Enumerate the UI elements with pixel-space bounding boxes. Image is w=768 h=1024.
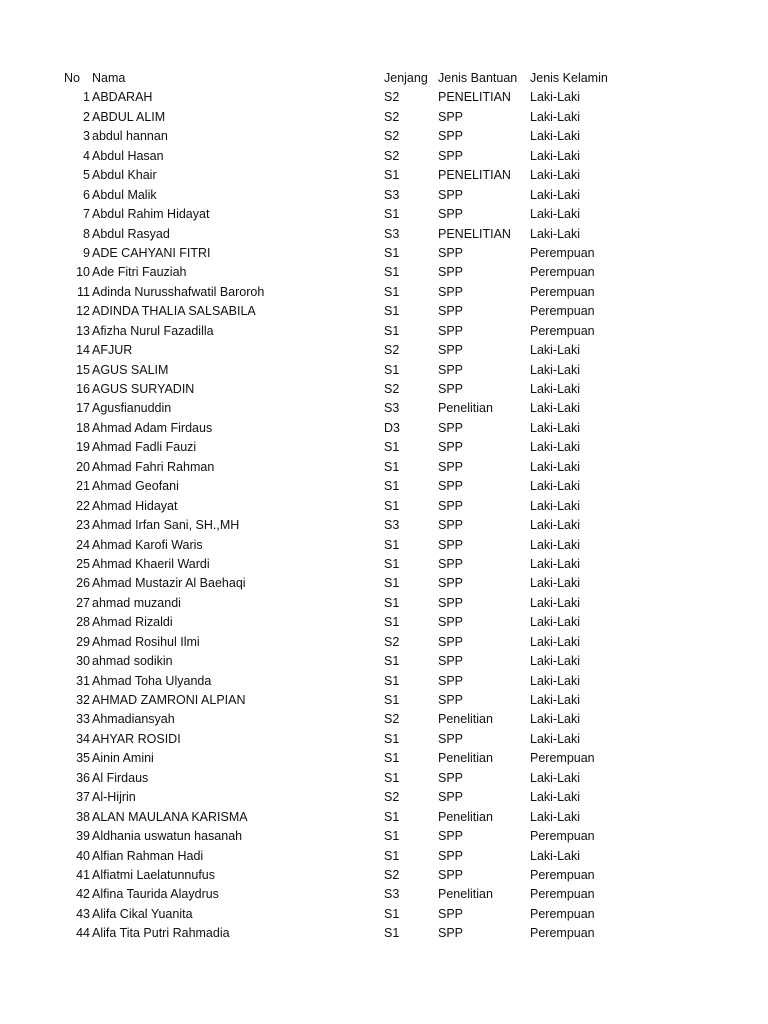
row-jenjang: D3 <box>384 420 400 435</box>
row-jenjang: S1 <box>384 576 400 591</box>
table-row <box>0 322 768 341</box>
row-jenis-bantuan: SPP <box>438 829 464 844</box>
row-jenis-bantuan: SPP <box>438 265 464 280</box>
row-no: 6 <box>83 187 90 202</box>
row-jenjang: S2 <box>384 109 400 124</box>
table-row <box>0 283 768 302</box>
row-jenjang: S3 <box>384 226 400 241</box>
row-jenis-kelamin: Laki-Laki <box>530 790 581 805</box>
row-jenis-kelamin: Laki-Laki <box>530 576 581 591</box>
row-jenis-kelamin: Laki-Laki <box>530 226 581 241</box>
row-jenis-bantuan: SPP <box>438 420 464 435</box>
row-jenis-bantuan: SPP <box>438 537 464 552</box>
row-jenis-kelamin: Laki-Laki <box>530 498 581 513</box>
row-no: 26 <box>76 576 90 591</box>
row-no: 29 <box>76 634 90 649</box>
row-no: 18 <box>76 420 90 435</box>
row-jenjang: S1 <box>384 168 400 183</box>
row-jenis-kelamin: Laki-Laki <box>530 848 581 863</box>
table-row <box>0 691 768 710</box>
row-jenis-bantuan: SPP <box>438 673 464 688</box>
data-table <box>0 69 768 944</box>
row-no: 8 <box>83 226 90 241</box>
table-row <box>0 205 768 224</box>
row-nama: ADINDA THALIA SALSABILA <box>92 304 256 319</box>
table-row <box>0 166 768 185</box>
row-nama: Ahmad Hidayat <box>92 498 178 513</box>
row-jenis-bantuan: SPP <box>438 284 464 299</box>
row-jenis-bantuan: SPP <box>438 187 464 202</box>
row-jenjang: S1 <box>384 207 400 222</box>
row-no: 28 <box>76 615 90 630</box>
row-jenis-bantuan: SPP <box>438 343 464 358</box>
row-no: 7 <box>83 207 90 222</box>
row-jenis-bantuan: SPP <box>438 479 464 494</box>
row-jenis-kelamin: Laki-Laki <box>530 634 581 649</box>
row-nama: Abdul Malik <box>92 187 157 202</box>
row-jenjang: S2 <box>384 129 400 144</box>
table-row <box>0 710 768 729</box>
row-jenjang: S1 <box>384 362 400 377</box>
row-no: 39 <box>76 829 90 844</box>
row-jenjang: S1 <box>384 245 400 260</box>
row-jenjang: S1 <box>384 926 400 941</box>
row-nama: Ahmad Fahri Rahman <box>92 459 215 474</box>
row-nama: AFJUR <box>92 343 133 358</box>
row-jenjang: S2 <box>384 867 400 882</box>
row-jenis-bantuan: SPP <box>438 770 464 785</box>
row-jenis-bantuan: SPP <box>438 848 464 863</box>
row-no: 36 <box>76 770 90 785</box>
row-jenis-kelamin: Perempuan <box>530 867 595 882</box>
row-nama: Ahmad Khaeril Wardi <box>92 556 210 571</box>
row-nama: Ahmad Fadli Fauzi <box>92 440 197 455</box>
row-nama: Aldhania uswatun hasanah <box>92 829 243 844</box>
table-row <box>0 827 768 846</box>
row-jenjang: S1 <box>384 809 400 824</box>
table-row <box>0 788 768 807</box>
row-no: 21 <box>76 479 90 494</box>
row-jenis-bantuan: SPP <box>438 129 464 144</box>
row-nama: Abdul Khair <box>92 168 157 183</box>
row-jenjang: S2 <box>384 90 400 105</box>
row-no: 5 <box>83 168 90 183</box>
row-jenis-bantuan: SPP <box>438 518 464 533</box>
row-jenis-bantuan: PENELITIAN <box>438 90 511 105</box>
row-jenis-bantuan: SPP <box>438 304 464 319</box>
row-nama: Abdul Hasan <box>92 148 164 163</box>
row-no: 24 <box>76 537 90 552</box>
row-jenis-bantuan: SPP <box>438 440 464 455</box>
row-jenjang: S1 <box>384 654 400 669</box>
row-jenis-bantuan: SPP <box>438 926 464 941</box>
row-jenis-bantuan: SPP <box>438 459 464 474</box>
table-row <box>0 769 768 788</box>
row-jenjang: S2 <box>384 148 400 163</box>
row-nama: Al-Hijrin <box>92 790 136 805</box>
row-no: 38 <box>76 809 90 824</box>
row-jenjang: S2 <box>384 790 400 805</box>
row-nama: Ahmadiansyah <box>92 712 175 727</box>
table-row <box>0 594 768 613</box>
row-jenis-kelamin: Perempuan <box>530 323 595 338</box>
row-jenis-kelamin: Laki-Laki <box>530 382 581 396</box>
row-jenis-bantuan: SPP <box>438 498 464 513</box>
row-jenis-bantuan: SPP <box>438 245 464 260</box>
row-no: 4 <box>83 148 90 163</box>
row-jenis-kelamin: Laki-Laki <box>530 343 581 358</box>
row-jenjang: S1 <box>384 323 400 338</box>
row-nama: Afizha Nurul Fazadilla <box>92 323 214 338</box>
row-nama: Ahmad Karofi Waris <box>92 537 203 552</box>
row-jenis-bantuan: SPP <box>438 595 464 610</box>
row-jenjang: S1 <box>384 304 400 319</box>
row-nama: Ahmad Irfan Sani, SH.,MH <box>92 518 240 533</box>
row-jenis-kelamin: Laki-Laki <box>530 459 581 474</box>
row-jenis-kelamin: Laki-Laki <box>530 362 581 377</box>
table-row <box>0 808 768 827</box>
row-jenis-kelamin: Laki-Laki <box>530 207 581 222</box>
row-jenis-bantuan: SPP <box>438 556 464 571</box>
row-jenjang: S1 <box>384 284 400 299</box>
row-no: 2 <box>83 109 90 124</box>
row-jenjang: S1 <box>384 731 400 746</box>
row-nama: Agusfianuddin <box>92 401 172 416</box>
row-nama: Adinda Nurusshafwatil Baroroh <box>92 284 265 299</box>
header-jenjang: Jenjang <box>384 71 428 85</box>
row-no: 11 <box>77 284 90 299</box>
table-row <box>0 438 768 457</box>
row-jenis-kelamin: Laki-Laki <box>530 148 581 163</box>
row-jenjang: S1 <box>384 770 400 785</box>
table-row <box>0 477 768 496</box>
row-jenis-bantuan: SPP <box>438 207 464 222</box>
row-nama: Alfina Taurida Alaydrus <box>92 887 219 902</box>
header-no: No <box>64 71 80 85</box>
row-jenis-kelamin: Laki-Laki <box>530 440 581 455</box>
table-row <box>0 186 768 205</box>
row-jenis-kelamin: Perempuan <box>530 829 595 844</box>
row-jenis-kelamin: Laki-Laki <box>530 420 581 435</box>
row-jenjang: S2 <box>384 634 400 649</box>
table-row <box>0 730 768 749</box>
row-no: 19 <box>76 440 90 455</box>
table-row <box>0 458 768 477</box>
table-row <box>0 263 768 282</box>
row-jenis-kelamin: Laki-Laki <box>530 518 581 533</box>
row-jenjang: S3 <box>384 518 400 533</box>
row-no: 30 <box>76 654 90 669</box>
table-row <box>0 399 768 418</box>
row-jenis-kelamin: Laki-Laki <box>530 90 581 105</box>
row-jenis-bantuan: SPP <box>438 576 464 591</box>
table-row <box>0 652 768 671</box>
row-jenjang: S1 <box>384 440 400 455</box>
row-jenjang: S1 <box>384 479 400 494</box>
row-nama: Ahmad Rosihul Ilmi <box>92 634 200 649</box>
row-jenjang: S1 <box>384 265 400 280</box>
row-jenis-kelamin: Perempuan <box>530 926 595 941</box>
table-row <box>0 108 768 127</box>
row-jenis-bantuan: SPP <box>438 382 464 396</box>
table-body <box>0 88 768 943</box>
row-jenjang: S1 <box>384 556 400 571</box>
row-jenjang: S3 <box>384 887 400 902</box>
row-no: 33 <box>76 712 90 727</box>
row-no: 14 <box>76 343 90 358</box>
row-jenis-bantuan: PENELITIAN <box>438 226 511 241</box>
row-jenjang: S1 <box>384 459 400 474</box>
row-jenis-bantuan: PENELITIAN <box>438 168 511 183</box>
row-jenis-kelamin: Laki-Laki <box>530 654 581 669</box>
row-nama: Abdul Rasyad <box>92 226 170 241</box>
table-row <box>0 672 768 691</box>
row-jenis-kelamin: Perempuan <box>530 751 595 766</box>
row-jenis-bantuan: SPP <box>438 654 464 669</box>
table-row <box>0 361 768 380</box>
table-row <box>0 536 768 555</box>
row-jenis-bantuan: SPP <box>438 148 464 163</box>
row-jenis-kelamin: Laki-Laki <box>530 770 581 785</box>
row-no: 37 <box>76 790 90 805</box>
row-jenis-bantuan: SPP <box>438 323 464 338</box>
row-no: 44 <box>76 926 90 941</box>
table-row <box>0 633 768 652</box>
row-jenis-kelamin: Laki-Laki <box>530 168 581 183</box>
row-no: 9 <box>83 245 90 260</box>
row-jenis-kelamin: Laki-Laki <box>530 479 581 494</box>
row-no: 27 <box>76 595 90 610</box>
table-row <box>0 749 768 768</box>
row-nama: Ahmad Mustazir Al Baehaqi <box>92 576 246 591</box>
table-row <box>0 613 768 632</box>
row-jenjang: S2 <box>384 343 400 358</box>
row-jenis-kelamin: Laki-Laki <box>530 809 581 824</box>
row-nama: Abdul Rahim Hidayat <box>92 207 210 222</box>
row-no: 42 <box>76 887 90 902</box>
row-jenis-kelamin: Laki-Laki <box>530 693 581 707</box>
row-jenjang: S1 <box>384 673 400 688</box>
row-no: 34 <box>76 731 90 746</box>
row-no: 16 <box>76 382 90 396</box>
row-jenjang: S1 <box>384 829 400 844</box>
row-nama: Alfian Rahman Hadi <box>92 848 204 863</box>
table-row <box>0 147 768 166</box>
row-nama: AHMAD ZAMRONI ALPIAN <box>92 693 246 707</box>
row-nama: Ahmad Rizaldi <box>92 615 173 630</box>
row-nama: AHYAR ROSIDI <box>92 731 181 746</box>
header-jenis-bantuan: Jenis Bantuan <box>438 71 518 85</box>
row-jenjang: S1 <box>384 595 400 610</box>
row-jenis-bantuan: Penelitian <box>438 712 493 727</box>
row-jenjang: S2 <box>384 382 400 396</box>
row-no: 31 <box>76 673 90 688</box>
row-nama: ABDARAH <box>92 90 153 105</box>
table-row <box>0 380 768 399</box>
row-jenis-kelamin: Perempuan <box>530 245 595 260</box>
row-jenjang: S2 <box>384 712 400 727</box>
row-no: 40 <box>76 848 90 863</box>
row-no: 12 <box>76 304 90 319</box>
row-jenis-kelamin: Laki-Laki <box>530 129 581 144</box>
row-jenis-bantuan: SPP <box>438 731 464 746</box>
table-row <box>0 225 768 244</box>
row-jenis-kelamin: Laki-Laki <box>530 731 581 746</box>
row-nama: ABDUL ALIM <box>92 109 166 124</box>
row-jenjang: S3 <box>384 401 400 416</box>
row-no: 41 <box>76 867 90 882</box>
table-row <box>0 516 768 535</box>
row-nama: Ahmad Geofani <box>92 479 179 494</box>
header-nama: Nama <box>92 71 126 85</box>
row-jenis-kelamin: Laki-Laki <box>530 109 581 124</box>
row-nama: Alifa Tita Putri Rahmadia <box>92 926 230 941</box>
table-row <box>0 302 768 321</box>
table-row <box>0 497 768 516</box>
row-jenis-bantuan: Penelitian <box>438 887 493 902</box>
row-jenis-bantuan: SPP <box>438 790 464 805</box>
table-row <box>0 866 768 885</box>
row-nama: ALAN MAULANA KARISMA <box>92 809 248 824</box>
row-no: 22 <box>76 498 90 513</box>
row-jenis-bantuan: SPP <box>438 867 464 882</box>
row-no: 10 <box>76 265 90 280</box>
row-jenis-kelamin: Laki-Laki <box>530 537 581 552</box>
row-jenis-kelamin: Laki-Laki <box>530 673 581 688</box>
row-no: 1 <box>83 90 90 105</box>
row-jenis-bantuan: SPP <box>438 634 464 649</box>
table-row <box>0 574 768 593</box>
row-nama: abdul hannan <box>92 129 168 144</box>
row-jenis-kelamin: Laki-Laki <box>530 187 581 202</box>
table-row <box>0 341 768 360</box>
row-jenjang: S1 <box>384 615 400 630</box>
row-jenis-kelamin: Perempuan <box>530 265 595 280</box>
table-row <box>0 244 768 263</box>
row-jenis-kelamin: Laki-Laki <box>530 615 581 630</box>
row-jenis-kelamin: Laki-Laki <box>530 556 581 571</box>
row-jenis-kelamin: Perempuan <box>530 304 595 319</box>
row-jenis-bantuan: Penelitian <box>438 751 493 766</box>
row-jenis-kelamin: Perempuan <box>530 887 595 902</box>
row-nama: AGUS SURYADIN <box>92 382 195 396</box>
row-no: 25 <box>76 556 90 571</box>
row-no: 3 <box>83 129 90 144</box>
row-nama: Al Firdaus <box>92 770 149 785</box>
table-row <box>0 88 768 107</box>
row-jenis-kelamin: Laki-Laki <box>530 595 581 610</box>
table-row <box>0 924 768 943</box>
row-jenis-kelamin: Perempuan <box>530 284 595 299</box>
row-nama: Ahmad Adam Firdaus <box>92 420 213 435</box>
row-jenis-kelamin: Perempuan <box>530 906 595 921</box>
row-jenis-bantuan: SPP <box>438 362 464 377</box>
row-no: 35 <box>76 751 90 766</box>
row-jenjang: S1 <box>384 751 400 766</box>
header-row <box>0 69 768 88</box>
row-no: 23 <box>76 518 90 533</box>
row-jenjang: S3 <box>384 187 400 202</box>
row-no: 15 <box>76 362 90 377</box>
row-nama: Alifa Cikal Yuanita <box>92 906 193 921</box>
row-jenis-bantuan: SPP <box>438 693 464 707</box>
row-jenis-bantuan: SPP <box>438 906 464 921</box>
table-row <box>0 885 768 904</box>
row-nama: AGUS SALIM <box>92 362 169 377</box>
table-row <box>0 905 768 924</box>
table-row <box>0 127 768 146</box>
table-row <box>0 555 768 574</box>
row-jenjang: S1 <box>384 537 400 552</box>
row-no: 13 <box>76 323 90 338</box>
row-jenis-kelamin: Laki-Laki <box>530 401 581 416</box>
row-nama: Ade Fitri Fauziah <box>92 265 187 280</box>
row-no: 20 <box>76 459 90 474</box>
row-jenis-bantuan: Penelitian <box>438 401 493 416</box>
table-row <box>0 847 768 866</box>
row-nama: ADE CAHYANI FITRI <box>92 245 211 260</box>
table-row <box>0 419 768 438</box>
row-no: 32 <box>76 693 90 707</box>
row-jenis-bantuan: SPP <box>438 109 464 124</box>
row-jenjang: S1 <box>384 693 400 707</box>
row-jenjang: S1 <box>384 498 400 513</box>
row-jenis-kelamin: Laki-Laki <box>530 712 581 727</box>
row-nama: Ainin Amini <box>92 751 154 766</box>
row-nama: ahmad muzandi <box>92 595 181 610</box>
row-jenis-bantuan: SPP <box>438 615 464 630</box>
row-nama: Alfiatmi Laelatunnufus <box>92 867 215 882</box>
row-jenjang: S1 <box>384 848 400 863</box>
row-no: 43 <box>76 906 90 921</box>
row-jenjang: S1 <box>384 906 400 921</box>
row-jenis-bantuan: Penelitian <box>438 809 493 824</box>
row-nama: ahmad sodikin <box>92 654 173 669</box>
header-jenis-kelamin: Jenis Kelamin <box>530 71 608 85</box>
row-no: 17 <box>76 401 90 416</box>
row-nama: Ahmad Toha Ulyanda <box>92 673 212 688</box>
